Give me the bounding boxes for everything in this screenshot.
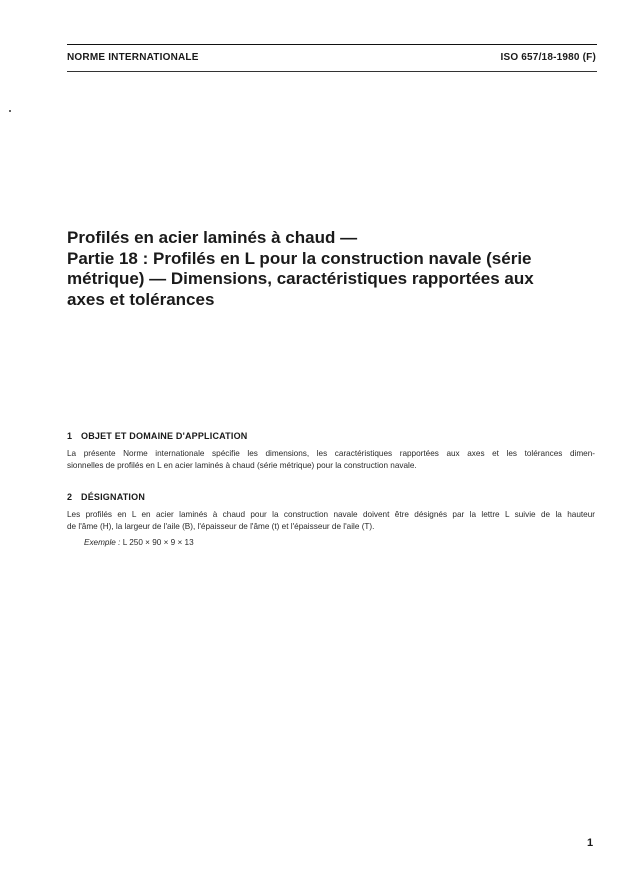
document-title: [67, 228, 597, 310]
section-number: 1: [67, 431, 73, 441]
paragraph-line: La présente Norme internationale spécifie les dimensions, les caractéristiques rapportées aux axes et les tolérances dimen-: [67, 449, 595, 458]
section-paragraph: [67, 509, 595, 533]
title-line: axes et tolérances: [67, 289, 215, 309]
section-heading: [67, 431, 595, 441]
paragraph-line: Les profilés en L en acier laminés à chaud pour la construction navale doivent être désignés par la lettre L suivie de la hauteur: [67, 510, 595, 519]
section-heading: [67, 492, 595, 502]
document-type: NORME INTERNATIONALE: [67, 52, 199, 63]
example-value: L 250 × 90 × 9 × 13: [122, 538, 194, 548]
scan-speck: [9, 110, 11, 112]
section-designation: [67, 492, 595, 550]
top-rule: [67, 44, 597, 45]
title-line: Partie 18 : Profilés en L pour la construction navale (série: [67, 248, 532, 268]
page-number: 1: [587, 837, 594, 849]
title-line: métrique) — Dimensions, caractéristiques rapportées aux: [67, 269, 534, 288]
header-rule: [67, 71, 597, 72]
standard-reference: ISO 657/18-1980 (F): [500, 52, 596, 63]
designation-example: [84, 537, 595, 549]
paragraph-line: de l'âme (H), la largeur de l'aile (B), l'épaisseur de l'âme (t) et l'épaisseur de l'aile (T).: [67, 522, 375, 532]
title-line: Profilés en acier laminés à chaud —: [67, 228, 358, 247]
paragraph-line: sionnelles de profilés en L en acier laminés à chaud (série métrique) pour la construction navale.: [67, 461, 417, 471]
section-title: OBJET ET DOMAINE D'APPLICATION: [81, 431, 248, 441]
section-number: 2: [67, 492, 73, 502]
section-title: DÉSIGNATION: [81, 492, 146, 502]
example-label: Exemple :: [84, 538, 121, 548]
section-paragraph: [67, 448, 595, 472]
section-scope: [67, 431, 595, 472]
